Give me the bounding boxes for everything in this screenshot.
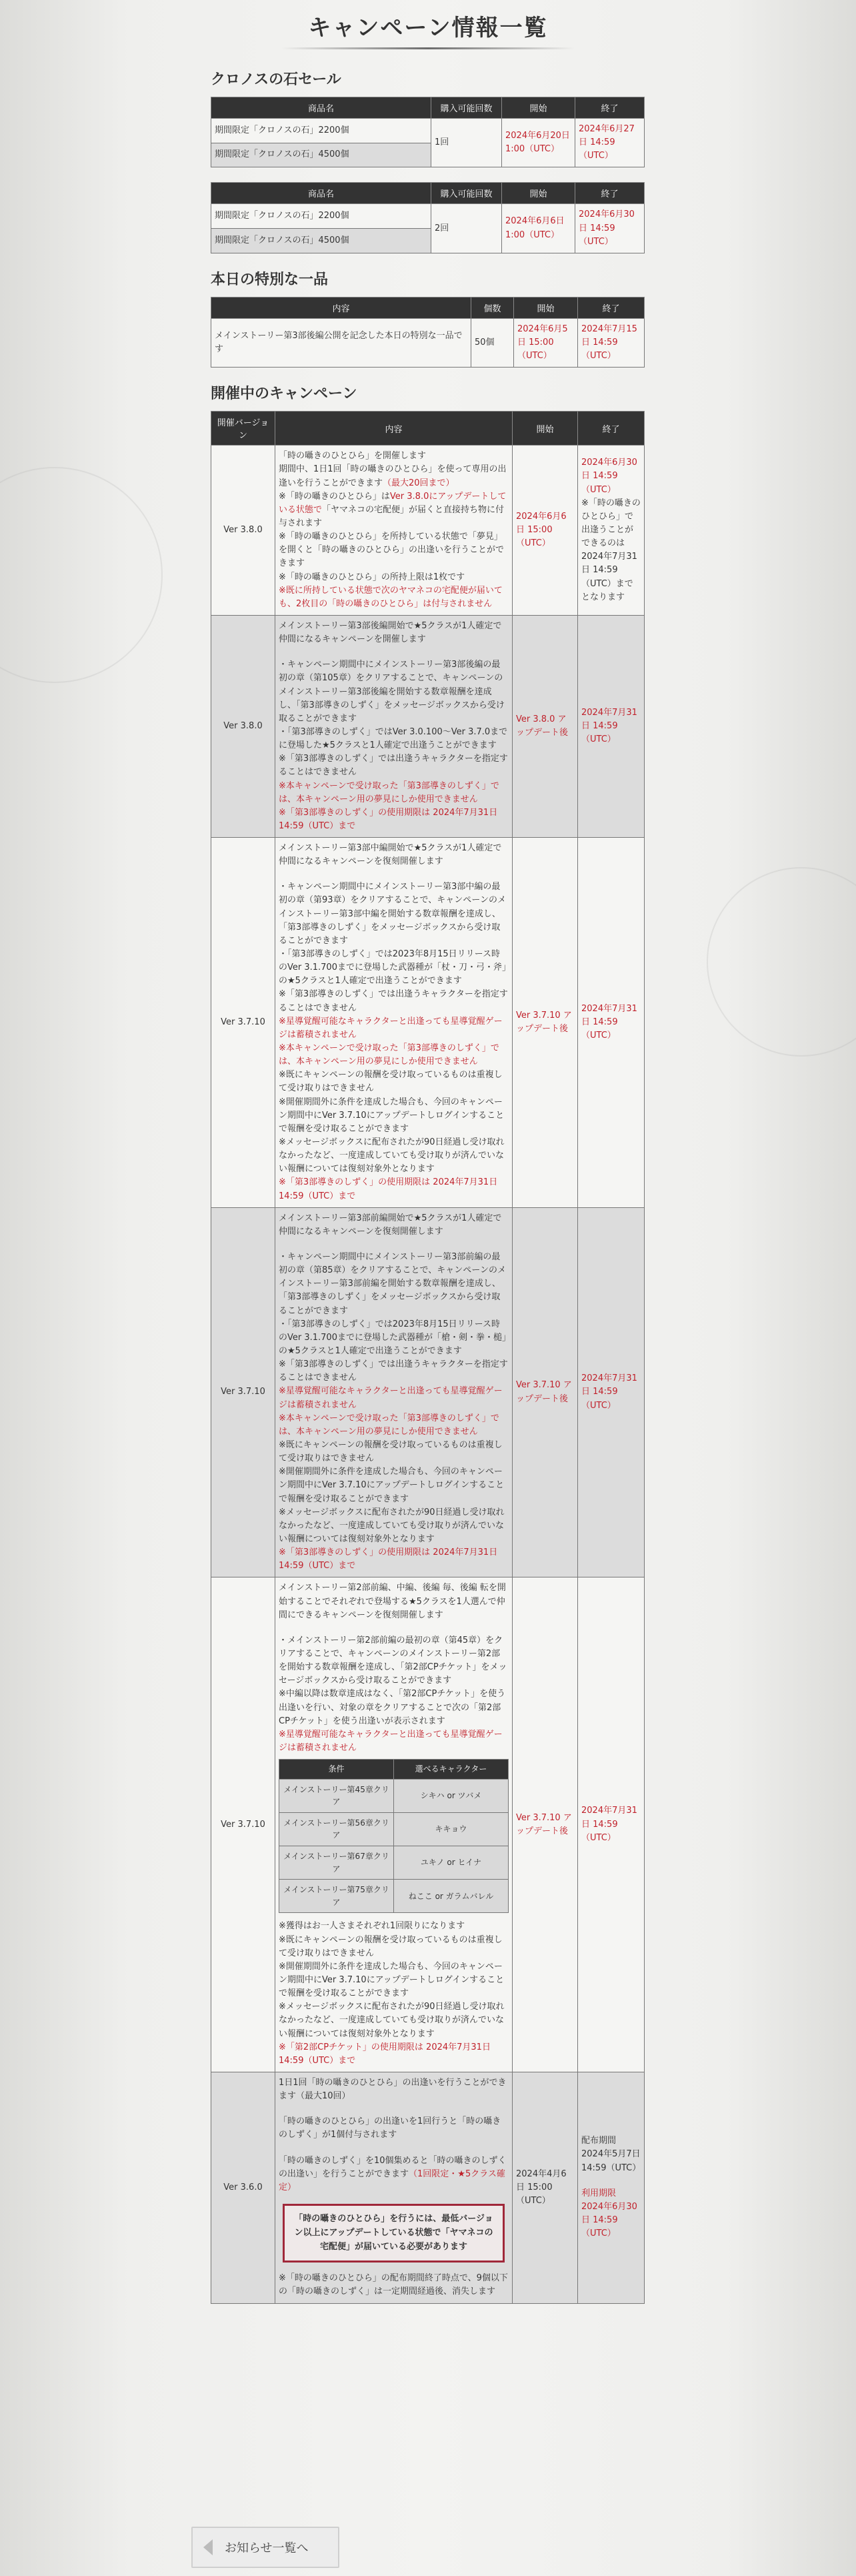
col-header: 条件 <box>279 1760 394 1780</box>
campaign-text: ・「第3部導きのしずく」では2023年8月15日リリース時のVer 3.1.700までに登場した武器種が「杖・刀・弓・斧」の★5クラスと1人確定で出逢うことができます <box>279 949 507 987</box>
campaign-content <box>275 1577 513 2072</box>
campaign-text: ※「第3部導きのしずく」の使用期限は 2024年7月31日 14:59（UTC）まで <box>279 807 498 831</box>
table-row <box>279 1779 509 1812</box>
daily-table <box>211 297 645 368</box>
condition-cell: メインストーリー第67章クリア <box>279 1846 394 1880</box>
campaign-row <box>211 446 645 616</box>
campaign-text: メインストーリー第2部前編、中編、後編 毎、後編 転を開始することでそれぞれで登場する★5クラスを1人選んで仲間にできるキャンペーンを復刻開催します <box>279 1583 506 1620</box>
section-heading-campaigns: 開催中のキャンペーン <box>211 386 357 403</box>
campaign-text: ・キャンペーン期間中にメインストーリー第3部前編の最初の章（第85章）をクリアすることで、キャンペーンのメインストーリー第3部前編を開始する数章報酬を達成し、「第3部導きのしずく」をメッセージボックスから受け取ることができます <box>279 1252 507 1316</box>
daily-content: メインストーリー第3部後編公開を記念した本日の特別な一品です <box>211 318 471 367</box>
campaign-text: ※本キャンペーンで受け取った「第3部導きのしずく」では、本キャンペーン用の夢見にしか使用できません <box>279 1043 499 1067</box>
campaign-text: ※「第2部CPチケット」の使用期限は 2024年7月31日 14:59（UTC）まで <box>279 2042 491 2066</box>
campaign-text: ※星導覚醒可能なキャラクターと出逢っても星導覚醒ゲージは蓄積されません <box>279 1016 503 1040</box>
condition-cell: メインストーリー第75章クリア <box>279 1880 394 1913</box>
campaign-text: ※既にキャンペーンの報酬を受け取っているものは重複して受け取りはできません <box>279 1070 503 1094</box>
back-to-news-button[interactable] <box>191 2527 339 2568</box>
end-date: 2024年7月15日 14:59（UTC） <box>578 318 645 367</box>
title-divider <box>281 47 575 49</box>
end-date <box>578 446 645 616</box>
chronos-table-2 <box>211 182 645 253</box>
campaign-version: Ver 3.8.0 <box>211 446 275 616</box>
campaign-text: メインストーリー第3部後編開始で★5クラスが1人確定で仲間になるキャンペーンを開催します <box>279 620 502 645</box>
campaign-text: （1回限定・★5クラス確定） <box>279 2168 505 2192</box>
campaign-text: ※中編以降は数章達成はなく、「第2部CPチケット」を使う出逢いを行い、対象の章をクリアすることで次の「第2部CPチケット」を使う出逢いが表示されます <box>279 1689 506 1726</box>
end-date <box>578 2072 645 2303</box>
campaign-content <box>275 446 513 616</box>
table-row <box>279 1880 509 1913</box>
campaign-text: ※開催期間外に条件を達成した場合も、今回のキャンペーン期間中にVer 3.7.10にアップデートしログインすることで報酬を受け取ることができます <box>279 1097 505 1134</box>
campaign-text: ※開催期間外に条件を達成した場合も、今回のキャンペーン期間中にVer 3.7.10にアップデートしログインすることで報酬を受け取ることができます <box>279 1961 505 1999</box>
col-header: 終了 <box>575 183 645 204</box>
col-header: 開始 <box>502 183 575 204</box>
campaign-version: Ver 3.7.10 <box>211 1207 275 1577</box>
col-header: 終了 <box>578 412 645 446</box>
end-date: 2024年6月27日 14:59（UTC） <box>575 119 645 167</box>
campaign-text: 期間中、1日1回「時の囁きのひとひら」を使って専用の出逢いを行うことができます <box>279 464 507 488</box>
start-date: Ver 3.7.10 アップデート後 <box>513 1207 578 1577</box>
start-date: 2024年6月6日 15:00（UTC） <box>513 446 578 616</box>
end-date: 2024年6月30日 14:59（UTC） <box>575 204 645 253</box>
start-date: Ver 3.7.10 アップデート後 <box>513 838 578 1208</box>
start-date: Ver 3.7.10 アップデート後 <box>513 1577 578 2072</box>
end-date-note: ※「時の囁きのひとひら」で出逢うことができるのは2024年7月31日 14:59（UTC）までとなります <box>581 498 641 602</box>
campaign-text: ・メインストーリー第2部前編の最初の章（第45章）をクリアすることで、キャンペーンのメインストーリー第2部を開始する数章報酬を達成し、「第2部CPチケット」をメッセージボックスから受け取ることができます <box>279 1635 507 1686</box>
campaign-text: ※「第3部導きのしずく」では出逢うキャラクターを指定することはできません <box>279 1359 508 1383</box>
campaign-text: ・キャンペーン期間中にメインストーリー第3部後編の最初の章（第105章）をクリアすることで、キャンペーンのメインストーリー第3部後編を開始する数章報酬を達成し、「第3部導きのしずく」をメッセージボックスから受け取ることができます <box>279 660 505 724</box>
condition-cell: メインストーリー第45章クリア <box>279 1779 394 1812</box>
section-heading-daily: 本日の特別な一品 <box>211 271 329 288</box>
campaign-text: メインストーリー第3部中編開始で★5クラスが1人確定で仲間になるキャンペーンを復刻開催します <box>279 843 502 867</box>
campaign-text: ※「時の囁きのひとひら」を所持している状態で「夢見」を開くと「時の囁きのひとひら」の出逢いを行うことができます <box>279 532 505 569</box>
campaign-text: 「ヤマネコの宅配便」が届くと直接持ち物に付与されます <box>279 504 505 528</box>
col-header: 開始 <box>502 97 575 119</box>
section-heading-chronos: クロノスの石セール <box>211 71 341 88</box>
item-name: 期間限定「クロノスの石」4500個 <box>211 229 431 253</box>
col-header: 選べるキャラクター <box>394 1760 509 1780</box>
campaign-content <box>275 2072 513 2303</box>
chronos-table-1 <box>211 97 645 167</box>
col-header: 個数 <box>471 297 514 318</box>
end-date: 2024年7月31日 14:59（UTC） <box>578 1207 645 1577</box>
item-name: 期間限定「クロノスの石」4500個 <box>211 143 431 167</box>
campaign-text: メインストーリー第3部前編開始で★5クラスが1人確定で仲間になるキャンペーンを復刻開催します <box>279 1213 502 1237</box>
col-header: 内容 <box>211 297 471 318</box>
campaign-text: ※「第3部導きのしずく」の使用期限は 2024年7月31日 14:59（UTC）まで <box>279 1547 498 1571</box>
page-title: キャンペーン情報一覧 <box>308 15 548 41</box>
campaign-text: ・「第3部導きのしずく」では2023年8月15日リリース時のVer 3.1.700までに登場した武器種が「槍・剣・拳・槌」の★5クラスと1人確定で出逢うことができます <box>279 1319 507 1356</box>
campaigns-table <box>211 411 645 2303</box>
campaign-version: Ver 3.7.10 <box>211 1577 275 2072</box>
campaign-text: 「時の囁きのしずく」を10個集めると「時の囁きのしずくの出逢い」を行うことができます <box>279 2155 507 2179</box>
character-choice-table <box>279 1759 509 1913</box>
col-header: 終了 <box>578 297 645 318</box>
end-label: 配布期間 <box>581 2136 617 2146</box>
table-row <box>279 1812 509 1846</box>
back-button-label: お知らせ一覧へ <box>225 2541 309 2555</box>
table-row <box>279 1846 509 1880</box>
campaign-text: ※「時の囁きのひとひら」は <box>279 491 390 502</box>
campaign-text: ※メッセージボックスに配布されたが90日経過し受け取れなかったなど、一度達成していても受け取りが済んでいない報酬については復刻対象外となります <box>279 1137 505 1175</box>
campaign-text: Ver 3.8.0にアップデートしている状態で <box>279 491 507 515</box>
col-header: 購入可能回数 <box>431 183 502 204</box>
campaign-content <box>275 838 513 1208</box>
character-cell: キキョウ <box>394 1812 509 1846</box>
campaign-row <box>211 1207 645 1577</box>
campaign-content <box>275 1207 513 1577</box>
campaign-text: ※「時の囁きのひとひら」の配布期間終了時点で、9個以下の「時の囁きのしずく」は一定期間経過後、消失します <box>279 2273 508 2297</box>
character-cell: ねここ or ガラムバレル <box>394 1880 509 1913</box>
campaign-text: ※星導覚醒可能なキャラクターと出逢っても星導覚醒ゲージは蓄積されません <box>279 1386 503 1410</box>
end-date: 2024年7月31日 14:59（UTC） <box>578 1577 645 2072</box>
campaign-text: ・キャンペーン期間中にメインストーリー第3部中編の最初の章（第93章）をクリアすることで、キャンペーンのメインストーリー第3部中編を開始する数章報酬を達成し、「第3部導きのしずく」をメッセージボックスから受け取ることができます <box>279 882 507 946</box>
character-cell: ユキノ or ヒイナ <box>394 1846 509 1880</box>
campaign-version: Ver 3.6.0 <box>211 2072 275 2303</box>
col-header: 開催バージョン <box>211 412 275 446</box>
start-date: 2024年6月6日 1:00（UTC） <box>502 204 575 253</box>
end-date: 2024年7月31日 14:59（UTC） <box>578 838 645 1208</box>
col-header: 終了 <box>575 97 645 119</box>
background-ornament <box>0 467 163 683</box>
end-label: 利用期限 <box>581 2188 617 2198</box>
end-date: 2024年7月31日 14:59（UTC） <box>578 615 645 837</box>
campaign-text: ※メッセージボックスに配布されたが90日経過し受け取れなかったなど、一度達成していても受け取りが済んでいない報酬については復刻対象外となります <box>279 1507 505 1544</box>
purchase-count: 1回 <box>431 119 502 167</box>
notice-box: 「時の囁きのひとひら」を行うには、最低バージョン以上にアップデートしている状態で「ヤマネコの宅配便」が届いている必要があります <box>283 2204 505 2263</box>
campaign-text: ※「第3部導きのしずく」では出逢うキャラクターを指定することはできません <box>279 989 508 1013</box>
item-name: 期間限定「クロノスの石」2200個 <box>211 119 431 143</box>
col-header: 購入可能回数 <box>431 97 502 119</box>
campaign-text: ※既にキャンペーンの報酬を受け取っているものは重複して受け取りはできません <box>279 1439 503 1464</box>
campaign-text: ※既に所持している状態で次のヤマネコの宅配便が届いても、2枚目の「時の囁きのひとひら」は付与されません <box>279 585 503 609</box>
campaign-text: ※「第3部導きのしずく」では出逢うキャラクターを指定することはできません <box>279 754 508 778</box>
col-header: 開始 <box>513 412 578 446</box>
campaign-content <box>275 615 513 837</box>
character-cell: シキハ or ツバメ <box>394 1779 509 1812</box>
campaign-text: ※本キャンペーンで受け取った「第3部導きのしずく」では、本キャンペーン用の夢見にしか使用できません <box>279 1413 499 1437</box>
campaign-version: Ver 3.7.10 <box>211 838 275 1208</box>
campaign-version: Ver 3.8.0 <box>211 615 275 837</box>
campaign-text: ※開催期間外に条件を達成した場合も、今回のキャンペーン期間中にVer 3.7.10にアップデートしログインすることで報酬を受け取ることができます <box>279 1467 505 1504</box>
campaign-text: ※メッセージボックスに配布されたが90日経過し受け取れなかったなど、一度達成していても受け取りが済んでいない報酬については復刻対象外となります <box>279 2002 505 2039</box>
campaign-row <box>211 615 645 837</box>
campaign-text: 「時の囁きのひとひら」の出逢いを1回行うと「時の囁きのしずく」が1個付与されます <box>279 2116 501 2140</box>
campaign-text: 1日1回「時の囁きのひとひら」の出逢いを行うことができます（最大10回） <box>279 2077 507 2102</box>
condition-cell: メインストーリー第56章クリア <box>279 1812 394 1846</box>
start-date: 2024年6月20日 1:00（UTC） <box>502 119 575 167</box>
campaign-text: ※獲得はお一人さまそれぞれ1回限りになります <box>279 1921 465 1932</box>
end-date-value: 2024年6月30日 14:59（UTC） <box>581 2201 637 2239</box>
col-header: 内容 <box>275 412 513 446</box>
col-header: 開始 <box>514 297 578 318</box>
background-ornament <box>707 867 856 1057</box>
start-date: Ver 3.8.0 アップデート後 <box>513 615 578 837</box>
campaign-row <box>211 2072 645 2303</box>
campaign-text: ※星導覚醒可能なキャラクターと出逢っても星導覚醒ゲージは蓄積されません <box>279 1729 503 1753</box>
daily-count: 50個 <box>471 318 514 367</box>
end-date-value: 2024年5月7日 14:59（UTC） <box>581 2149 641 2173</box>
item-name: 期間限定「クロノスの石」2200個 <box>211 204 431 229</box>
col-header: 商品名 <box>211 97 431 119</box>
campaign-text: ※本キャンペーンで受け取った「第3部導きのしずく」では、本キャンペーン用の夢見にしか使用できません <box>279 780 499 804</box>
col-header: 商品名 <box>211 183 431 204</box>
campaign-row <box>211 838 645 1208</box>
campaign-text: 「時の囁きのひとひら」を開催します <box>279 451 427 462</box>
campaign-text: ※「時の囁きのひとひら」の所持上限は1枚です <box>279 572 465 582</box>
campaign-text: ※「第3部導きのしずく」の使用期限は 2024年7月31日 14:59（UTC）まで <box>279 1177 498 1201</box>
start-date: 2024年4月6日 15:00（UTC） <box>513 2072 578 2303</box>
end-date-value: 2024年6月30日 14:59（UTC） <box>581 458 637 495</box>
triangle-left-icon <box>203 2539 213 2555</box>
purchase-count: 2回 <box>431 204 502 253</box>
campaign-text: ※既にキャンペーンの報酬を受け取っているものは重複して受け取りはできません <box>279 1934 503 1958</box>
start-date: 2024年6月5日 15:00（UTC） <box>514 318 578 367</box>
campaign-row <box>211 1577 645 2072</box>
campaign-text: ・「第3部導きのしずく」ではVer 3.0.100～Ver 3.7.0までに登場した★5クラスと1人確定で出逢うことができます <box>279 726 508 751</box>
campaign-text: （最大20回まで） <box>383 478 455 488</box>
content <box>211 0 645 2319</box>
